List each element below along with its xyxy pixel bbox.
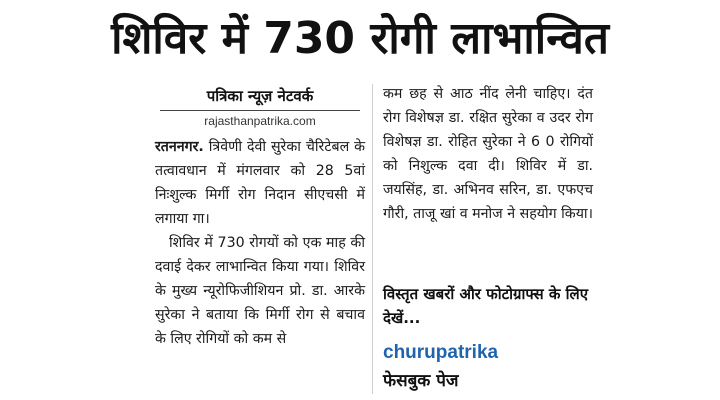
website-url: rajasthanpatrika.com xyxy=(204,114,316,128)
byline-divider xyxy=(160,110,360,111)
article-column-right xyxy=(383,82,593,226)
byline: पत्रिका न्यूज़ नेटवर्क xyxy=(206,87,314,105)
facebook-brand-link[interactable]: churupatrika xyxy=(383,342,499,363)
column-divider xyxy=(372,84,373,394)
headline: शिविर में 730 रोगी लाभान्वित xyxy=(111,13,609,64)
promo-text: विस्तृत खबरों और फोटोग्राफ्स के लिए देखें... xyxy=(383,285,588,327)
article-paragraph-1 xyxy=(155,135,365,231)
article-paragraph-3: कम छह से आठ नींद लेनी चाहिए। दंत रोग विशेषज्ञ डा. रक्षित सुरेका व उदर रोग विशेषज्ञ डा. रोहित सुरेका ने 6 0 रोगियों को निशुल्क दवा दी। शिविर में डा. जयसिंह, डा. अभिनव सरिन, डा. एफएच गौरी, ताजू खां व मनोज ने सहयोग किया। xyxy=(383,86,593,222)
article-paragraph-2: शिविर में 730 रोगयों को एक माह की दवाई देकर लाभान्वित किया गया। शिविर के मुख्य न्यूरोफिजीशियन प्रो. डा. आरके सुरेका ने बताया कि मिर्गी रोग से बचाव के लिए रोगियों को कम से xyxy=(155,235,365,347)
dateline-place: रतननगर. xyxy=(155,139,204,155)
paragraph-1-text: त्रिवेणी देवी सुरेका चैरिटेबल के तत्वावधान में मंगलवार को 28 5वां निःशुल्क मिर्गी रोग निदान सीएचसी में लगाया गा। xyxy=(155,139,365,227)
facebook-page-label: फेसबुक पेज xyxy=(383,371,459,391)
article-column-left xyxy=(155,135,365,351)
